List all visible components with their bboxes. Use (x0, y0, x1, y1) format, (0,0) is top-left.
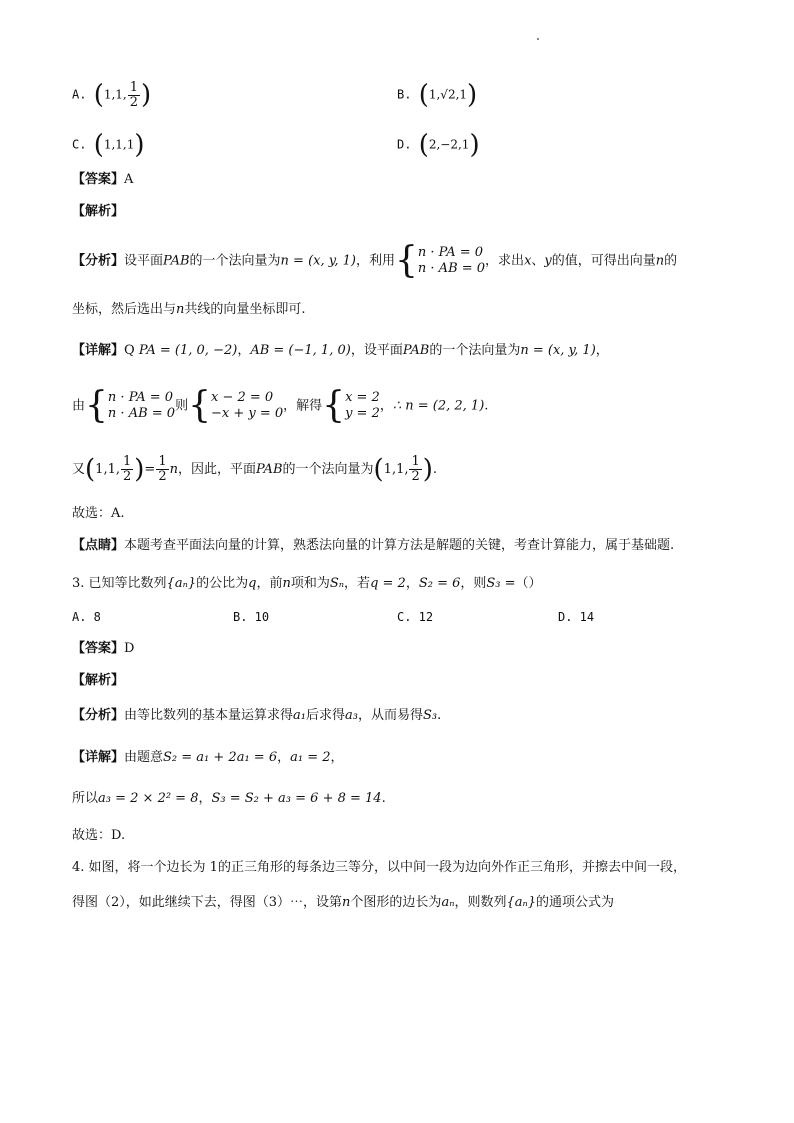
dianjing-tag: 【点睛】 (72, 538, 125, 553)
text: ， (198, 791, 212, 806)
q2-xiangjie-line1 (72, 341, 609, 361)
fenxi-tag: 【分析】 (72, 708, 125, 723)
math: PAB (256, 462, 283, 477)
math: n (176, 302, 185, 317)
q2-analysis-tag: 【解析】 (72, 204, 125, 219)
frac-den: 2 (122, 469, 132, 484)
math: AB = (−1, 1, 0) (250, 343, 351, 358)
math: {aₙ} (506, 895, 537, 910)
math: PA = (1, 0, −2) (138, 343, 238, 358)
option-b-value: 1,√2,1 (428, 87, 468, 102)
math: n (342, 895, 351, 910)
text: ，利用 (355, 253, 395, 269)
text: ，则数列 (454, 895, 507, 910)
text: 则 (175, 398, 189, 414)
math: ∴ n = (2, 2, 1) (392, 398, 485, 414)
text: 所以 (72, 791, 99, 806)
text: ，求出 (485, 253, 525, 269)
frac-den: 2 (411, 469, 420, 484)
option-a-label: A. (72, 87, 87, 102)
q2-fenxi-line2 (72, 300, 306, 320)
math: a₃ (345, 708, 358, 723)
system-row: x = 2 (345, 390, 380, 405)
text: 3. 已知等比数列 (72, 576, 167, 591)
text: ， (595, 343, 609, 358)
math: n (655, 253, 665, 269)
text: 的 (664, 253, 678, 269)
math: x (524, 253, 532, 269)
text: ， (405, 576, 419, 591)
q2-answer (72, 170, 133, 190)
option-d-value: 2,−2,1 (428, 137, 470, 152)
text: 得图（2），如此继续下去，得图（3）⋯，设第 (72, 895, 343, 910)
math: = (144, 462, 156, 477)
text: 的通项公式为 (536, 895, 615, 910)
text: 由 (72, 398, 86, 414)
text: ， (330, 750, 344, 765)
q4-line2 (72, 893, 614, 913)
answer-value: D (124, 641, 135, 656)
text: （） (515, 576, 542, 591)
text: ，从而易得 (357, 708, 423, 723)
text: 的公比为 (196, 576, 249, 591)
text: 设平面 (124, 253, 164, 269)
text: ，前 (256, 576, 283, 591)
system-row: n · AB = 0 (417, 261, 486, 276)
option-a: A. (1,1, $\frac{1}{2}$ ) (72, 79, 152, 110)
math: n = (x, y, 1) (520, 343, 596, 358)
math: aₙ (441, 895, 455, 910)
text: Q (124, 343, 135, 358)
math: n = (x, y, 1) (280, 253, 356, 269)
math: a₃ = 2 × 2² = 8 (98, 791, 199, 806)
system-row: −x + y = 0 (210, 406, 284, 421)
text: ，设平面 (350, 343, 403, 358)
math: 1,1, (383, 462, 409, 477)
q3-xiangjie-line1 (72, 748, 344, 768)
math: 1,1, (95, 462, 120, 477)
text: 个图形的边长为 (350, 895, 442, 910)
text: 由题意 (124, 750, 164, 765)
math: PAB (402, 343, 430, 358)
math: S₃ (423, 708, 438, 723)
q3-analysis-tag: 【解析】 (72, 673, 125, 688)
q2-guxuan: 故选：A. (72, 506, 125, 521)
q3-guxuan: 故选：D. (72, 828, 126, 843)
q3-fenxi (72, 706, 441, 726)
frac-num: 1 (158, 454, 167, 469)
answer-tag: 【答案】 (72, 172, 125, 187)
math: S₂ = 6 (418, 576, 461, 591)
math: y (544, 253, 552, 269)
text: 共线的向量坐标即可. (184, 302, 306, 317)
q3-option-b: B. 10 (233, 610, 270, 624)
text: ， (277, 750, 291, 765)
text: 由等比数列的基本量运算求得 (124, 708, 294, 723)
text: ， (379, 398, 393, 414)
q2-xiangjie-line2: 由{ n · PA = 0 n · AB = 0 则{ x − 2 = 0 −x + y = 0 ，解得{ x = 2 y = 2 ，∴ n = (2, 2, 1). (72, 385, 489, 426)
q4-line1: 4. 如图，将一个边长为 1的正三角形的每条边三等分，以中间一段为边向外作正三角形，并擦去中间一段， (72, 860, 686, 875)
option-d: D. (2,−2,1) (397, 130, 480, 160)
option-a-den: 2 (129, 94, 139, 110)
q2-dianjing (72, 536, 674, 556)
system-row: x − 2 = 0 (210, 390, 274, 405)
system-row: n · AB = 0 (107, 406, 176, 421)
math: q (248, 576, 257, 591)
q2-fenxi-line1: 【分析】设平面PAB的一个法向量为n = (x, y, 1)，利用{ n · PA = 0 n · AB = 0 ，求出x、y的值，可得出向量n的 (72, 240, 678, 281)
q3-option-a: A. 8 (72, 610, 101, 624)
text: 后求得 (306, 708, 346, 723)
math: n (169, 462, 178, 477)
text: 坐标，然后选出与 (72, 302, 177, 317)
text: 的一个法向量为 (429, 343, 521, 358)
text: 又 (72, 462, 86, 477)
text: 的一个法向量为 (282, 462, 374, 477)
system-row: n · PA = 0 (417, 245, 484, 260)
math: S₂ = a₁ + 2a₁ = 6 (163, 750, 278, 765)
option-a-num: 1 (129, 79, 139, 95)
answer-value: A (124, 172, 134, 187)
q3-xiangjie-line2 (72, 789, 386, 809)
text: 的值，可得出向量 (551, 253, 656, 269)
math: a₁ = 2 (290, 750, 331, 765)
text: ，因此，平面 (177, 462, 256, 477)
system-row: n · PA = 0 (107, 390, 174, 405)
math: a₁ (293, 708, 306, 723)
frac-num: 1 (122, 454, 132, 469)
frac-den: 2 (158, 469, 167, 484)
text: ，则 (460, 576, 487, 591)
q3-option-c: C. 12 (397, 610, 434, 624)
system-row: y = 2 (345, 406, 380, 421)
q3-option-d: D. 14 (558, 610, 595, 624)
math: Sₙ (329, 576, 345, 591)
answer-tag: 【答案】 (72, 641, 125, 656)
q3-stem (72, 574, 542, 594)
math: n (282, 576, 291, 591)
text: . (437, 708, 442, 723)
text: 的一个法向量为 (189, 253, 281, 269)
frac-num: 1 (411, 454, 420, 469)
option-c: C. (1,1,1) (72, 130, 145, 160)
math: q = 2 (370, 576, 406, 591)
option-d-label: D. (397, 137, 412, 152)
xiangjie-tag: 【详解】 (72, 750, 125, 765)
option-b-label: B. (397, 87, 412, 102)
math: {aₙ} (166, 576, 197, 591)
q3-answer (72, 639, 134, 659)
fenxi-tag: 【分析】 (72, 253, 125, 269)
text: . (381, 791, 386, 806)
text: ，若 (344, 576, 371, 591)
math: S₃ = (486, 576, 516, 591)
text: ， (237, 343, 251, 358)
text: 、 (531, 253, 545, 269)
text: 项和为 (290, 576, 330, 591)
option-a-prefix: 1,1, (103, 87, 127, 102)
option-c-label: C. (72, 137, 87, 152)
xiangjie-tag: 【详解】 (72, 343, 125, 358)
option-b: B. (1,√2,1) (397, 80, 478, 110)
page-mark (537, 38, 539, 40)
text: . (432, 462, 438, 477)
text: . (484, 398, 489, 414)
dianjing-text: 本题考查平面法向量的计算，熟悉法向量的计算方法是解题的关键，考查计算能力，属于基础题. (124, 538, 675, 553)
math: PAB (163, 253, 190, 269)
math: S₃ = S₂ + a₃ = 6 + 8 = 14 (211, 791, 382, 806)
option-c-value: 1,1,1 (103, 137, 135, 152)
q2-xiangjie-line3: 又(1,1, $\frac{1}{2}$ )= $\frac{1}{2}$ n，因此，平面PAB的一个法向量为(1,1, $\frac{1}{2}$ ). (72, 454, 438, 485)
text: ，解得 (283, 398, 323, 414)
